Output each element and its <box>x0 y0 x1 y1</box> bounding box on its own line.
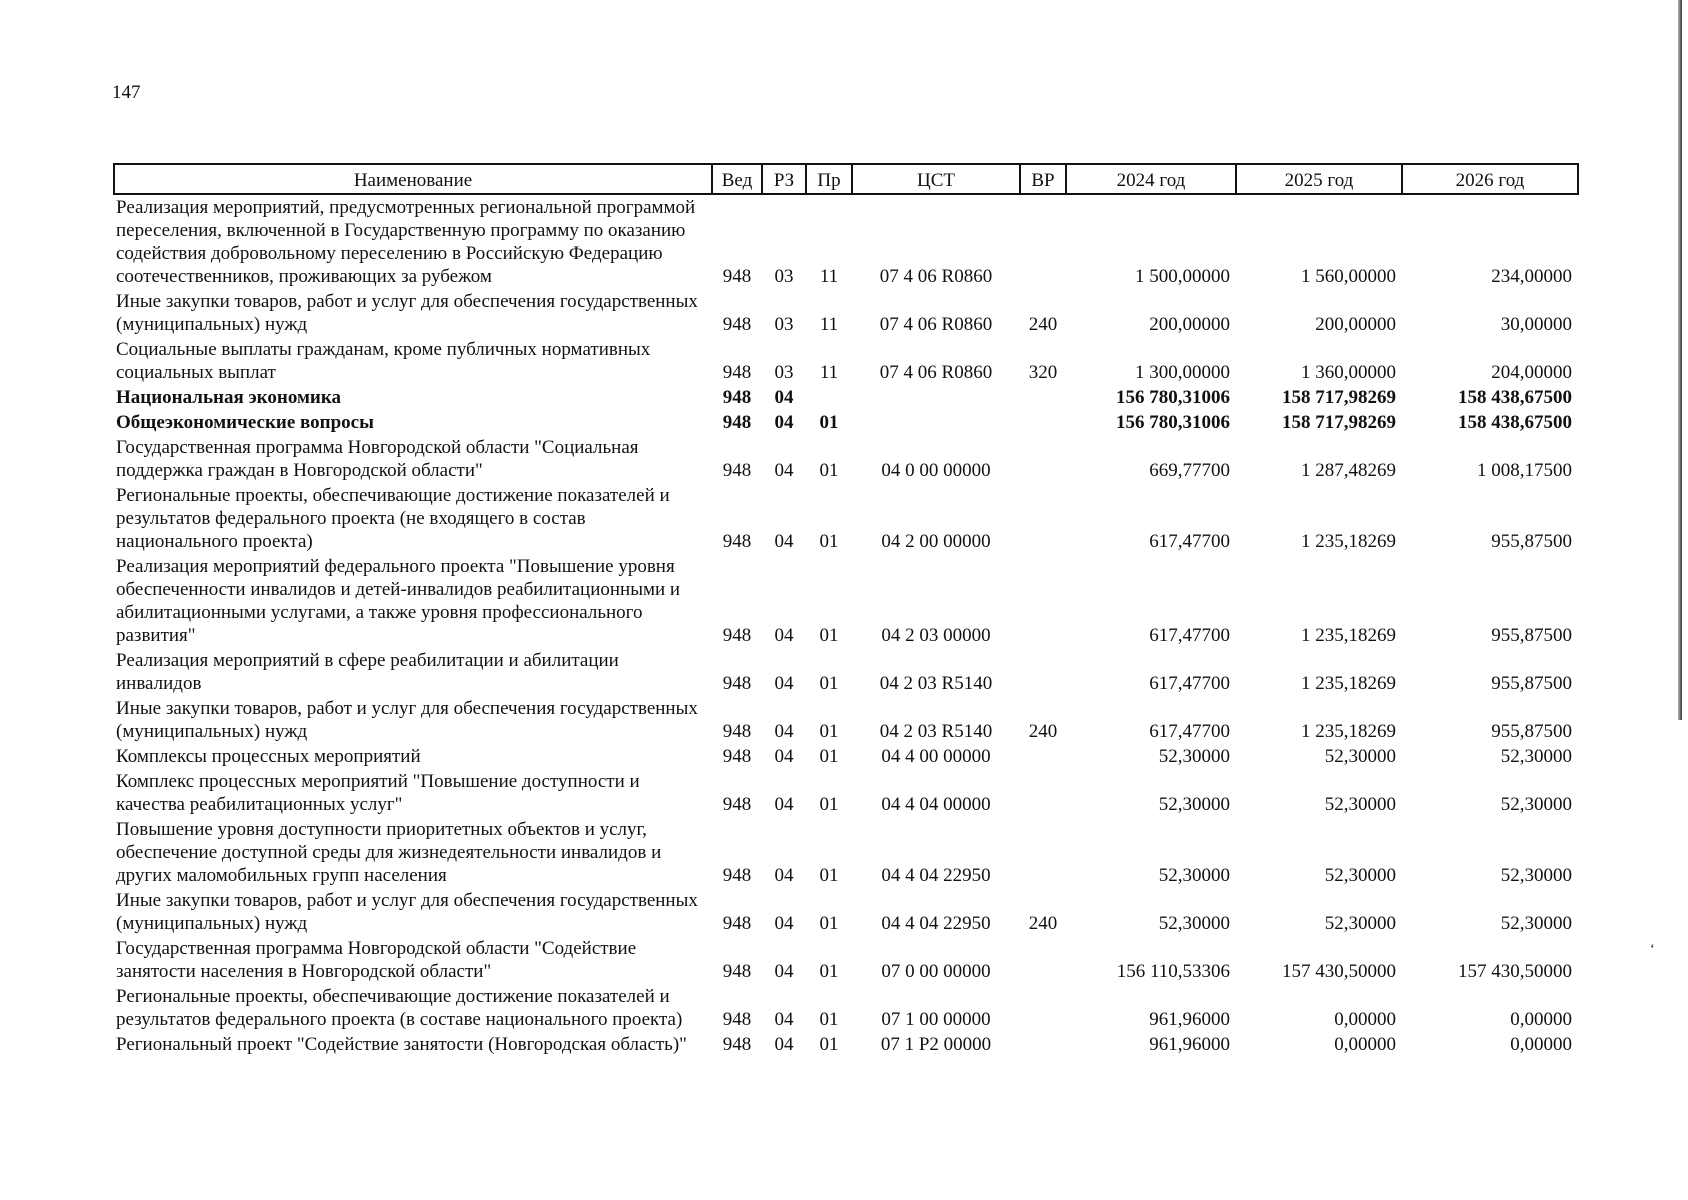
cell-2024: 669,77700 <box>1149 460 1230 481</box>
cell-pr: 01 <box>819 865 839 886</box>
cell-2026: 955,87500 <box>1491 625 1572 646</box>
cell-cst: 07 1 00 00000 <box>881 1009 991 1030</box>
cell-vr <box>1020 744 1066 769</box>
cell-pr: 01 <box>819 794 839 815</box>
cell-2024: 617,47700 <box>1149 531 1230 552</box>
cell-rz: 04 <box>774 721 794 742</box>
cell-cst <box>852 385 1020 410</box>
table-row <box>114 483 1578 554</box>
cell-cst: 07 4 06 R0860 <box>879 266 993 287</box>
table-row <box>114 888 1578 936</box>
cell-2025: 52,30000 <box>1324 746 1396 767</box>
cell-rz: 03 <box>774 362 794 383</box>
header-2024: 2024 год <box>1066 164 1236 194</box>
table-row <box>114 194 1578 289</box>
cell-ved: 948 <box>722 1034 752 1055</box>
cell-vr: 240 <box>1028 721 1058 742</box>
header-ved: Вед <box>712 164 762 194</box>
table-row <box>114 648 1578 696</box>
cell-cst: 04 2 03 R5140 <box>879 673 993 694</box>
table-row <box>114 769 1578 817</box>
cell-vr <box>1020 984 1066 1032</box>
cell-pr: 01 <box>819 746 839 767</box>
cell-2026: 157 430,50000 <box>1458 961 1572 982</box>
cell-cst: 04 2 03 00000 <box>881 625 991 646</box>
cell-name: Реализация мероприятий в сфере реабилитации и абилитации инвалидов <box>116 650 619 694</box>
cell-2024: 617,47700 <box>1149 625 1230 646</box>
cell-2025: 1 287,48269 <box>1301 460 1396 481</box>
cell-cst: 04 0 00 00000 <box>881 460 991 481</box>
table-row <box>114 554 1578 648</box>
cell-ved: 948 <box>722 266 752 287</box>
cell-2025: 1 235,18269 <box>1301 531 1396 552</box>
cell-rz: 04 <box>774 625 794 646</box>
header-vr: ВР <box>1020 164 1066 194</box>
cell-pr: 01 <box>819 961 839 982</box>
cell-pr <box>806 385 852 410</box>
cell-name: Региональные проекты, обеспечивающие достижение показателей и результатов федерального проекта (в составе национального проекта) <box>116 986 683 1030</box>
cell-ved: 948 <box>722 625 752 646</box>
cell-ved: 948 <box>722 913 752 934</box>
cell-rz: 04 <box>774 1034 794 1055</box>
header-name: Наименование <box>114 164 712 194</box>
cell-ved: 948 <box>722 746 752 767</box>
cell-name: Комплексы процессных мероприятий <box>116 746 421 767</box>
cell-2026: 955,87500 <box>1491 531 1572 552</box>
cell-ved: 948 <box>722 387 752 408</box>
cell-vr: 320 <box>1028 362 1058 383</box>
cell-pr: 01 <box>819 412 839 433</box>
cell-cst: 04 4 04 00000 <box>881 794 991 815</box>
cell-ved: 948 <box>722 673 752 694</box>
cell-pr: 01 <box>819 673 839 694</box>
cell-cst: 07 0 00 00000 <box>881 961 991 982</box>
header-rz: РЗ <box>762 164 806 194</box>
cell-2025: 1 235,18269 <box>1301 721 1396 742</box>
cell-pr: 01 <box>819 913 839 934</box>
cell-2025: 0,00000 <box>1334 1009 1396 1030</box>
cell-2026: 30,00000 <box>1500 314 1572 335</box>
cell-vr <box>1020 936 1066 984</box>
cell-rz: 04 <box>774 531 794 552</box>
cell-cst: 07 4 06 R0860 <box>879 362 993 383</box>
cell-name: Общеэкономические вопросы <box>116 412 374 433</box>
cell-name: Реализация мероприятий, предусмотренных региональной программой переселения, включенной в Государственную программу по оказанию содействия добровольному переселению в Российскую Федерацию соотечественников, проживающих за рубежом <box>116 197 696 287</box>
cell-2025: 1 360,00000 <box>1301 362 1396 383</box>
cell-vr <box>1020 385 1066 410</box>
cell-vr <box>1020 817 1066 888</box>
cell-name: Иные закупки товаров, работ и услуг для обеспечения государственных (муниципальных) нужд <box>116 890 698 934</box>
header-pr: Пр <box>806 164 852 194</box>
cell-2026: 955,87500 <box>1491 721 1572 742</box>
scan-mark: ‘ <box>1650 942 1655 957</box>
cell-ved: 948 <box>722 794 752 815</box>
cell-rz: 04 <box>774 913 794 934</box>
cell-2024: 52,30000 <box>1158 865 1230 886</box>
cell-cst: 07 4 06 R0860 <box>879 314 993 335</box>
cell-ved: 948 <box>722 865 752 886</box>
cell-name: Региональный проект "Содействие занятости (Новгородская область)" <box>116 1034 687 1055</box>
cell-rz: 04 <box>774 412 794 433</box>
cell-2025: 158 717,98269 <box>1282 412 1396 433</box>
table-row <box>114 936 1578 984</box>
cell-2025: 52,30000 <box>1324 913 1396 934</box>
cell-2025: 52,30000 <box>1324 865 1396 886</box>
cell-rz: 03 <box>774 314 794 335</box>
cell-2025: 157 430,50000 <box>1282 961 1396 982</box>
cell-2024: 617,47700 <box>1149 721 1230 742</box>
cell-2026: 0,00000 <box>1510 1009 1572 1030</box>
cell-name: Социальные выплаты гражданам, кроме публичных нормативных социальных выплат <box>116 339 651 383</box>
table-row <box>114 435 1578 483</box>
cell-vr <box>1020 194 1066 289</box>
cell-2026: 52,30000 <box>1500 794 1572 815</box>
cell-rz: 04 <box>774 673 794 694</box>
cell-2025: 52,30000 <box>1324 794 1396 815</box>
cell-cst: 04 4 04 22950 <box>881 865 991 886</box>
cell-pr: 01 <box>819 531 839 552</box>
table-row <box>114 337 1578 385</box>
cell-rz: 04 <box>774 746 794 767</box>
cell-vr <box>1020 554 1066 648</box>
cell-name: Комплекс процессных мероприятий "Повышение доступности и качества реабилитационных услуг" <box>116 771 640 815</box>
header-cst: ЦСТ <box>852 164 1020 194</box>
cell-vr <box>1020 648 1066 696</box>
cell-vr <box>1020 769 1066 817</box>
cell-name: Государственная программа Новгородской области "Содействие занятости населения в Новгородской области" <box>116 938 637 982</box>
cell-vr <box>1020 435 1066 483</box>
page-number: 147 <box>112 82 141 103</box>
cell-rz: 04 <box>774 460 794 481</box>
cell-name: Иные закупки товаров, работ и услуг для обеспечения государственных (муниципальных) нужд <box>116 291 698 335</box>
cell-2025: 0,00000 <box>1334 1034 1396 1055</box>
table-row <box>114 696 1578 744</box>
table-row <box>114 385 1578 410</box>
cell-rz: 04 <box>774 961 794 982</box>
cell-2025: 1 235,18269 <box>1301 673 1396 694</box>
cell-ved: 948 <box>722 412 752 433</box>
header-2025: 2025 год <box>1236 164 1402 194</box>
cell-name: Повышение уровня доступности приоритетных объектов и услуг, обеспечение доступной среды для жизнедеятельности инвалидов и других маломобильных групп населения <box>116 819 662 886</box>
cell-2024: 156 780,31006 <box>1116 412 1230 433</box>
cell-2024: 961,96000 <box>1149 1034 1230 1055</box>
cell-vr <box>1020 1032 1066 1057</box>
cell-cst: 04 4 04 22950 <box>881 913 991 934</box>
cell-ved: 948 <box>722 460 752 481</box>
cell-pr: 01 <box>819 1009 839 1030</box>
cell-rz: 04 <box>774 387 794 408</box>
cell-2024: 200,00000 <box>1149 314 1230 335</box>
cell-2025: 158 717,98269 <box>1282 387 1396 408</box>
cell-cst: 04 2 03 R5140 <box>879 721 993 742</box>
cell-name: Иные закупки товаров, работ и услуг для обеспечения государственных (муниципальных) нужд <box>116 698 698 742</box>
cell-2026: 204,00000 <box>1491 362 1572 383</box>
cell-2024: 1 300,00000 <box>1135 362 1230 383</box>
cell-ved: 948 <box>722 721 752 742</box>
cell-2025: 200,00000 <box>1315 314 1396 335</box>
cell-cst: 04 4 00 00000 <box>881 746 991 767</box>
cell-2024: 961,96000 <box>1149 1009 1230 1030</box>
cell-ved: 948 <box>722 1009 752 1030</box>
cell-name: Национальная экономика <box>116 387 342 408</box>
cell-pr: 01 <box>819 625 839 646</box>
cell-2025: 1 560,00000 <box>1301 266 1396 287</box>
cell-2026: 158 438,67500 <box>1458 387 1572 408</box>
cell-ved: 948 <box>722 961 752 982</box>
cell-2026: 955,87500 <box>1491 673 1572 694</box>
cell-2026: 52,30000 <box>1500 913 1572 934</box>
cell-2024: 156 110,53306 <box>1116 961 1230 982</box>
table-row <box>114 410 1578 435</box>
cell-2026: 52,30000 <box>1500 865 1572 886</box>
cell-pr: 11 <box>819 314 839 335</box>
cell-cst: 04 2 00 00000 <box>881 531 991 552</box>
cell-name: Государственная программа Новгородской области "Социальная поддержка граждан в Новгородской области" <box>116 437 639 481</box>
cell-rz: 04 <box>774 794 794 815</box>
table-row <box>114 984 1578 1032</box>
cell-cst: 07 1 Р2 00000 <box>880 1034 992 1055</box>
cell-rz: 04 <box>774 865 794 886</box>
cell-2026: 158 438,67500 <box>1458 412 1572 433</box>
cell-2025: 1 235,18269 <box>1301 625 1396 646</box>
cell-pr: 01 <box>819 721 839 742</box>
cell-vr: 240 <box>1028 913 1058 934</box>
table-row <box>114 817 1578 888</box>
header-2026: 2026 год <box>1402 164 1578 194</box>
cell-2024: 1 500,00000 <box>1135 266 1230 287</box>
cell-rz: 03 <box>774 266 794 287</box>
cell-name: Реализация мероприятий федерального проекта "Повышение уровня обеспеченности инвалидов и детей-инвалидов реабилитационными и абилитационными услугами, а также уровня профессионального развития" <box>116 556 681 646</box>
table-row <box>114 289 1578 337</box>
cell-2024: 156 780,31006 <box>1116 387 1230 408</box>
cell-pr: 01 <box>819 460 839 481</box>
cell-2024: 52,30000 <box>1158 913 1230 934</box>
cell-ved: 948 <box>722 531 752 552</box>
scan-edge <box>1678 0 1682 720</box>
cell-vr: 240 <box>1028 314 1058 335</box>
cell-2026: 0,00000 <box>1510 1034 1572 1055</box>
cell-cst <box>852 410 1020 435</box>
table-row <box>114 1032 1578 1057</box>
cell-pr: 01 <box>819 1034 839 1055</box>
cell-2024: 52,30000 <box>1158 746 1230 767</box>
table-body <box>114 194 1578 1057</box>
budget-table <box>113 163 1579 1057</box>
cell-2026: 1 008,17500 <box>1477 460 1572 481</box>
cell-pr: 11 <box>819 362 839 383</box>
cell-rz: 04 <box>774 1009 794 1030</box>
cell-ved: 948 <box>722 362 752 383</box>
cell-vr <box>1020 410 1066 435</box>
cell-2026: 234,00000 <box>1491 266 1572 287</box>
cell-2026: 52,30000 <box>1500 746 1572 767</box>
cell-name: Региональные проекты, обеспечивающие достижение показателей и результатов федерального проекта (не входящего в состав национального проекта) <box>116 485 670 552</box>
table-row <box>114 744 1578 769</box>
cell-pr: 11 <box>819 266 839 287</box>
cell-ved: 948 <box>722 314 752 335</box>
cell-vr <box>1020 483 1066 554</box>
cell-2024: 52,30000 <box>1158 794 1230 815</box>
table-header-row <box>114 164 1578 194</box>
cell-2024: 617,47700 <box>1149 673 1230 694</box>
